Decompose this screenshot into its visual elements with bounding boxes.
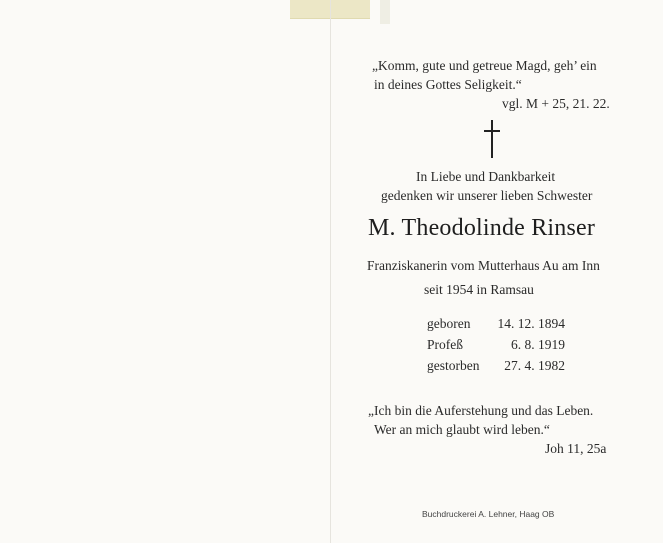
printer-imprint: Buchdruckerei A. Lehner, Haag OB bbox=[422, 509, 555, 519]
date-label: gestorben bbox=[427, 358, 480, 373]
fold-line bbox=[330, 0, 331, 543]
quote2-line1: „Ich bin die Auferstehung und das Leben. bbox=[368, 403, 594, 418]
date-label: Profeß bbox=[427, 337, 463, 352]
date-value: 6. 8. 1919 bbox=[511, 337, 565, 352]
deceased-name: M. Theodolinde Rinser bbox=[368, 215, 596, 241]
intro-line2: gedenken wir unserer lieben Schwester bbox=[381, 188, 593, 203]
date-label: geboren bbox=[427, 316, 471, 331]
quote1-reference: vgl. M + 25, 21. 22. bbox=[502, 96, 610, 111]
cross-icon bbox=[482, 120, 502, 160]
quote1-line1: „Komm, gute und getreue Magd, geh’ ein bbox=[372, 58, 597, 73]
quote2-reference: Joh 11, 25a bbox=[545, 441, 607, 456]
date-value: 27. 4. 1982 bbox=[504, 358, 565, 373]
quote2-line2: Wer an mich glaubt wird leben.“ bbox=[374, 422, 550, 437]
intro-line1: In Liebe und Dankbarkeit bbox=[416, 169, 556, 184]
tape-edge bbox=[380, 0, 390, 24]
order-line1: Franziskanerin vom Mutterhaus Au am Inn bbox=[367, 258, 600, 273]
quote1-line2: in deines Gottes Seligkeit.“ bbox=[374, 77, 522, 92]
order-line2: seit 1954 in Ramsau bbox=[424, 282, 534, 297]
date-value: 14. 12. 1894 bbox=[497, 316, 565, 331]
